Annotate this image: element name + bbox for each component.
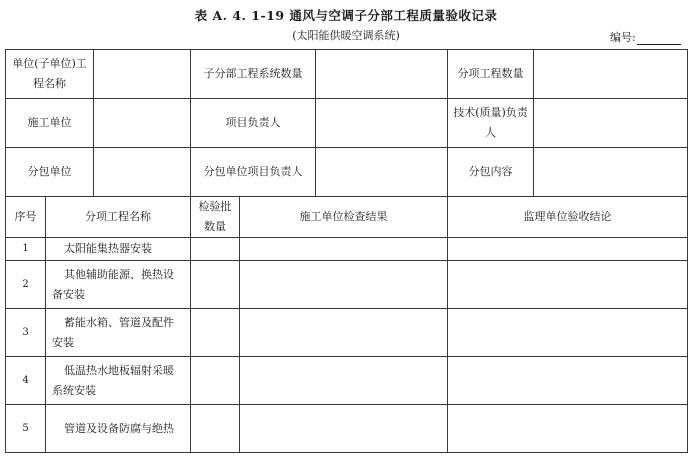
serial-number-field[interactable] (610, 29, 681, 45)
tech-manager-label: 技术(质量)负责人 (448, 99, 534, 148)
table-row (6, 357, 688, 405)
project-manager-label: 项目负责人 (191, 99, 316, 148)
row-item-name-text: 低温热水地板辐射采暖系统安装 (52, 363, 174, 397)
project-manager-value[interactable] (316, 99, 448, 148)
construction-unit-label: 施工单位 (6, 99, 94, 148)
row-number: 5 (6, 405, 46, 453)
form-title: 表 A. 4. 1-19 通风与空调子分部工程质量验收记录 (194, 8, 498, 23)
row-check-result[interactable] (240, 357, 448, 405)
col-header-batch-count: 检验批数量 (191, 197, 240, 238)
row-batch-count[interactable] (191, 405, 240, 453)
col-header-no: 序号 (6, 197, 46, 238)
table-row (6, 261, 688, 309)
row-supervisor-conclusion[interactable] (448, 309, 688, 357)
row-item-name-text: 其他辅助能源、换热设备安装 (52, 267, 174, 301)
col-header-supervisor-conclusion: 监理单位验收结论 (448, 197, 688, 238)
construction-unit-value[interactable] (94, 99, 191, 148)
serial-blank[interactable] (637, 33, 681, 45)
sub-content-value[interactable] (534, 148, 688, 197)
row-item-name (46, 261, 191, 309)
row-item-name (46, 238, 191, 261)
row-batch-count[interactable] (191, 357, 240, 405)
row-number: 2 (6, 261, 46, 309)
info-row-project (6, 50, 688, 99)
row-batch-count[interactable] (191, 238, 240, 261)
info-row-subcontract (6, 148, 688, 197)
row-item-name-text: 太阳能集热器安装 (64, 242, 152, 255)
form-subtitle: (太阳能供暖空调系统) (292, 29, 400, 42)
table-row (6, 309, 688, 357)
serial-label: 编号: (610, 31, 636, 44)
row-number: 4 (6, 357, 46, 405)
column-header-row (6, 197, 688, 238)
row-number: 3 (6, 309, 46, 357)
tech-manager-value[interactable] (534, 99, 688, 148)
table-row (6, 405, 688, 453)
item-count-value[interactable] (534, 50, 688, 99)
col-header-check-result: 施工单位检查结果 (240, 197, 448, 238)
subcontractor-label: 分包单位 (6, 148, 94, 197)
sub-manager-value[interactable] (316, 148, 448, 197)
sub-content-label: 分包内容 (448, 148, 534, 197)
row-supervisor-conclusion[interactable] (448, 238, 688, 261)
col-header-item-name: 分项工程名称 (46, 197, 191, 238)
sub-manager-label: 分包单位项目负责人 (191, 148, 316, 197)
row-batch-count[interactable] (191, 309, 240, 357)
row-batch-count[interactable] (191, 261, 240, 309)
row-check-result[interactable] (240, 261, 448, 309)
row-item-name-text: 管道及设备防腐与绝热 (64, 421, 174, 435)
row-item-name (46, 405, 191, 453)
row-check-result[interactable] (240, 405, 448, 453)
row-check-result[interactable] (240, 238, 448, 261)
row-item-name (46, 309, 191, 357)
row-item-name-text: 蓄能水箱、管道及配件安装 (52, 315, 174, 349)
sub-system-count-value[interactable] (316, 50, 448, 99)
sub-system-count-label: 子分部工程系统数量 (191, 50, 316, 99)
table-row (6, 238, 688, 261)
inspection-record-table (5, 49, 688, 453)
row-supervisor-conclusion[interactable] (448, 261, 688, 309)
info-row-construction (6, 99, 688, 148)
row-supervisor-conclusion[interactable] (448, 357, 688, 405)
row-supervisor-conclusion[interactable] (448, 405, 688, 453)
row-item-name (46, 357, 191, 405)
subcontractor-value[interactable] (94, 148, 191, 197)
item-count-label: 分项工程数量 (448, 50, 534, 99)
unit-project-label: 单位(子单位)工程名称 (6, 50, 94, 99)
row-check-result[interactable] (240, 309, 448, 357)
row-number: 1 (6, 238, 46, 261)
unit-project-value[interactable] (94, 50, 191, 99)
